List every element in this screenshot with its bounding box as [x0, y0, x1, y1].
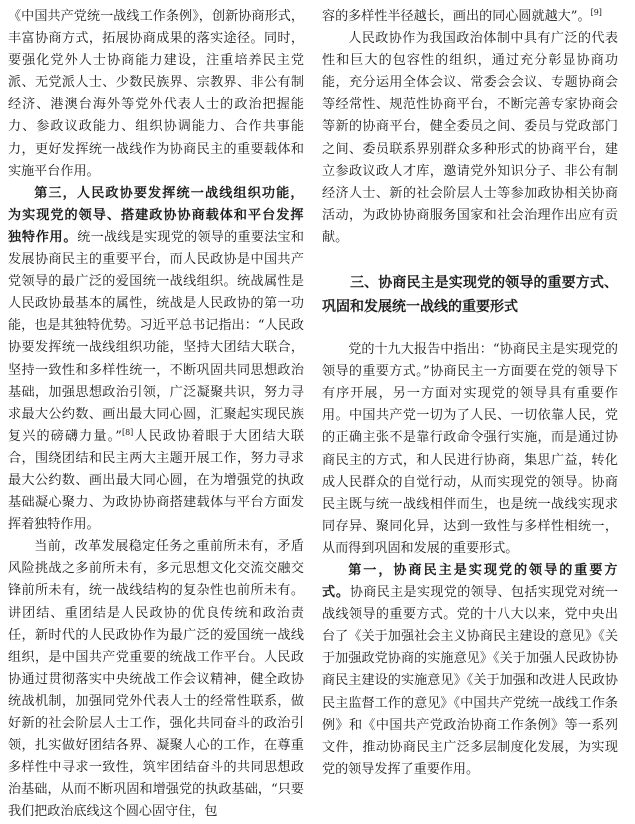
paragraph-tail: 人民政协着眼于大团结大联合，围绕团结和民主两大主题开展工作，努力寻求最大公约数、画出最大同心圆，在为增强党的执政基础凝心聚力、为政协协商搭建载体与平台方面发挥着独特作用。 [8, 428, 304, 533]
paragraph-body: 协商民主是实现党的领导、包括实现党对统一战线领导的重要方式。党的十八大以来，党中央出台了《关于加强社会主义协商民主建设的意见》《关于加强政党协商的实施意见》《关于加强人民政协协商民主建设的实施意见》《关于加强和改进人民政协民主监督工作的意见》《中国共产党统一战线工作条例》和《中国共产党政治协商工作条例》等一系列文件，推动协商民主广泛多层制度化发展，为实现党的领导发挥了重要作用。 [322, 585, 619, 777]
paragraph-lead: 第一，协商民主是实现党的领导的重要方式。 [322, 562, 618, 601]
paragraph [322, 560, 618, 781]
section-heading: 三、协商民主是实现党的领导的重要方式、巩固和发展统一战线的重要形式 [322, 275, 618, 316]
paragraph: 人民政协作为我国政治体制中具有广泛的代表性和巨大的包容性的组织，通过充分彰显协商功能，充分运用全体会议、常委会会议、专题协商会等经常性、规范性协商平台，不断完善专家协商会等新的协商平台，健全委员之间、委员与党政部门之间、委员联系界别群众多种形式的协商平台，建立参政议政人才库，邀请党外知识分子、非公有制经济人士、新的社会阶层人士等参加政协相关协商活动，为政协协商服务国家和社会治理作出应有贡献。 [322, 31, 618, 245]
paragraph: 党的十九大报告中指出：“协商民主是实现党的领导的重要方式。”协商民主一方面要在党的领导下有序开展，另一方面对实现党的领导具有重要作用。中国共产党一切为了人民、一切依靠人民，党的正确主张不是靠行政命令强行实施，而是通过协商民主的方式，和人民进行协商，集思广益，转化成人民群众的自觉行动，从而实现党的领导。协商民主既与统一战线相伴而生，也是统一战线实现求同存异、聚同化异，达到一致性与多样性相统一，从而得到巩固和发展的重要形式。 [322, 342, 618, 556]
paragraph: 《中国共产党统一战线工作条例》，创新协商形式，丰富协商方式，拓展协商成果的落实途径。同时，要强化党外人士协商能力建设，注重培养民主党派、无党派人士、少数民族界、宗教界、非公有制经济、港澳台海外等党外代表人士的政治把握能力、参政议政能力、组织协调能力、合作共事能力，更好发挥统一战线作为协商民主的重要载体和实施平台作用。 [8, 9, 304, 179]
paragraph [8, 183, 304, 537]
paragraph-body: 统一战线是实现党的领导的重要法宝和发展协商民主的重要平台，而人民政协是中国共产党领导的最广泛的爱国统一战线组织。统战属性是人民政协最基本的属性，统战是人民政协的第一功能，也是其独特优势。习近平总书记指出：“人民政协要发挥统一战线组织功能，坚持大团结大联合，坚持一致性和多样性统一，不断巩固共同思想政治基础，加强思想政治引领，广泛凝聚共识，努力寻求最大公约数、画出最大同心圆，汇聚起实现民族复兴的磅礴力量。” [8, 229, 305, 444]
citation-ref: [9] [590, 8, 602, 17]
citation-ref: [8] [121, 427, 134, 437]
left-column [8, 6, 304, 823]
paragraph-lead: 第三，人民政协要发挥统一战线组织功能，为实现党的领导、搭建政协协商载体和平台发挥独特作用。 [8, 185, 304, 245]
paragraph-body: 容的多样性半径越长，画出的同心圆就越大”。 [322, 9, 591, 24]
paragraph [322, 6, 618, 28]
paragraph: 当前，改革发展稳定任务之重前所未有，矛盾风险挑战之多前所未有，多元思想文化交流交融交锋前所未有，统一战线结构的复杂性也前所未有。讲团结、重团结是人民政协的优良传统和政治责任，新时代的人民政协作为最广泛的爱国统一战线组织，是中国共产党重要的统战工作平台。人民政协通过贯彻落实中央统战工作会议精神，健全政协统战机制，加强同党外代表人士的经常性联系，做好新的社会阶层人士工作，强化共同奋斗的政治引领，扎实做好团结各界、凝聚人心的工作，在尊重多样性中寻求一致性，筑牢团结奋斗的共同思想政治基础，从而不断巩固和增强党的执政基础，“只要我们把政治底线这个圆心固守住，包 [8, 539, 304, 820]
right-column [322, 6, 618, 781]
